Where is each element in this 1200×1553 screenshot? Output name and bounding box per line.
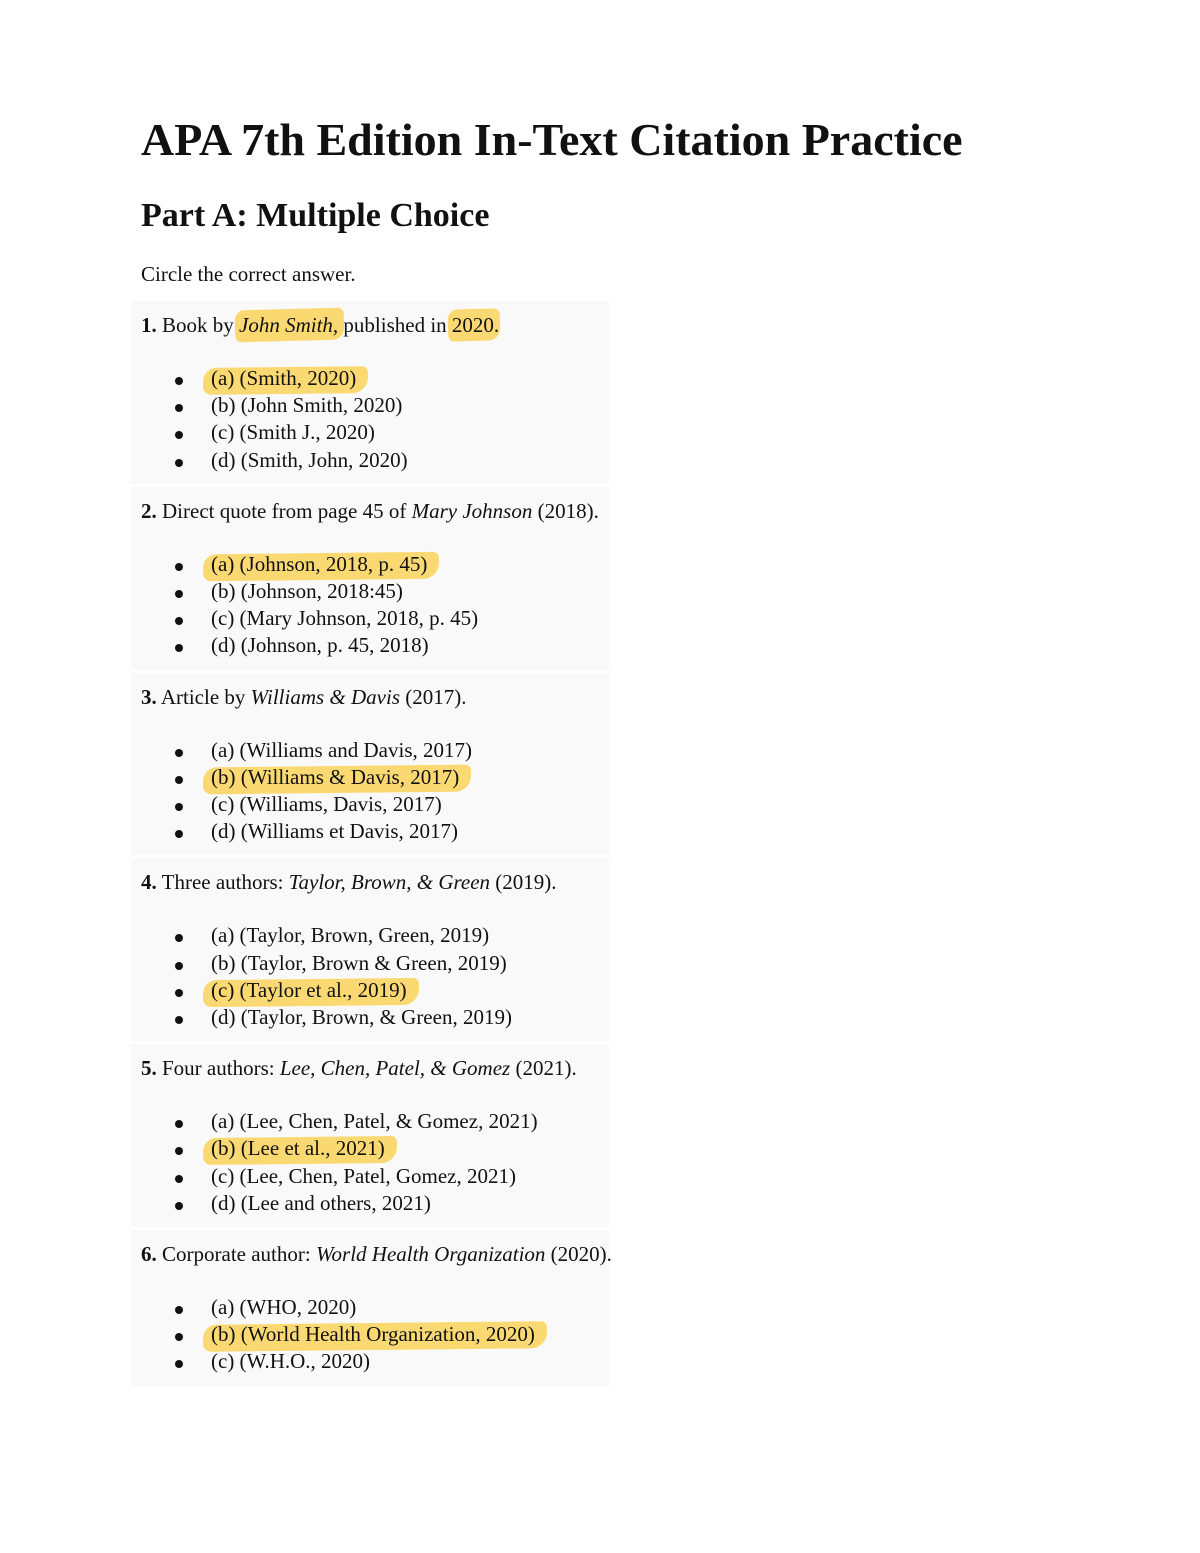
answer-option-text: (b) (Williams & Davis, 2017) bbox=[211, 764, 459, 791]
document-page bbox=[141, 108, 1121, 1376]
bullet-icon bbox=[175, 1016, 183, 1024]
question-number: 3. bbox=[141, 684, 157, 709]
answer-option[interactable] bbox=[141, 1348, 1121, 1375]
answer-options bbox=[141, 551, 1121, 660]
answer-option-text: (d) (Smith, John, 2020) bbox=[211, 447, 408, 472]
answer-option-text: (b) (World Health Organization, 2020) bbox=[211, 1321, 535, 1348]
question-author: Lee, Chen, Patel, & Gomez bbox=[279, 1056, 511, 1081]
question-author: John Smith, bbox=[239, 313, 339, 337]
answer-option[interactable] bbox=[141, 977, 1121, 1004]
question-author: Williams & Davis bbox=[250, 684, 400, 709]
question-prompt bbox=[141, 497, 1121, 525]
answer-option[interactable] bbox=[141, 1321, 1121, 1348]
answer-option-text: (c) (W.H.O., 2020) bbox=[211, 1349, 371, 1374]
bullet-icon bbox=[175, 1333, 183, 1341]
bullet-icon bbox=[175, 1360, 183, 1368]
answer-option-text: (b) (Taylor, Brown & Green, 2019) bbox=[211, 950, 507, 975]
answer-option[interactable] bbox=[141, 1163, 1121, 1190]
answer-option[interactable] bbox=[141, 1004, 1121, 1031]
question-number: 5. bbox=[141, 1056, 157, 1081]
bullet-icon bbox=[175, 590, 183, 598]
question-number: 1. bbox=[141, 313, 157, 337]
answer-option-text: (d) (Lee and others, 2021) bbox=[211, 1190, 431, 1215]
answer-options bbox=[141, 365, 1121, 474]
answer-options bbox=[141, 1294, 1121, 1376]
bullet-icon bbox=[175, 989, 183, 997]
bullet-icon bbox=[175, 776, 183, 784]
question-text: Direct quote from page 45 of bbox=[156, 498, 412, 523]
question-text-end: . bbox=[493, 313, 500, 337]
answer-option[interactable] bbox=[141, 1108, 1121, 1135]
answer-option-text: (a) (WHO, 2020) bbox=[211, 1295, 357, 1320]
question-text-end: (2020). bbox=[545, 1242, 612, 1267]
answer-option[interactable] bbox=[141, 818, 1121, 845]
bullet-icon bbox=[175, 459, 183, 467]
answer-option[interactable] bbox=[141, 578, 1121, 605]
question-text-end: (2021). bbox=[510, 1056, 577, 1081]
bullet-icon bbox=[175, 934, 183, 942]
answer-option[interactable] bbox=[141, 1135, 1121, 1162]
question-text: Four authors: bbox=[156, 1056, 280, 1081]
answer-option-text: (d) (Johnson, p. 45, 2018) bbox=[211, 633, 429, 658]
answer-option-text: (c) (Smith J., 2020) bbox=[211, 420, 375, 445]
answer-option[interactable] bbox=[141, 1190, 1121, 1217]
question-text-mid: published in bbox=[338, 313, 452, 337]
answer-option-text: (d) (Williams et Davis, 2017) bbox=[211, 819, 459, 844]
question-text-end: (2018). bbox=[532, 498, 599, 523]
answer-option[interactable] bbox=[141, 1294, 1121, 1321]
bullet-icon bbox=[175, 803, 183, 811]
bullet-icon bbox=[175, 404, 183, 412]
bullet-icon bbox=[175, 830, 183, 838]
answer-option[interactable] bbox=[141, 922, 1121, 949]
answer-option[interactable] bbox=[141, 365, 1121, 392]
answer-option-text: (a) (Taylor, Brown, Green, 2019) bbox=[211, 923, 490, 948]
answer-option[interactable] bbox=[141, 419, 1121, 446]
question-block bbox=[141, 1240, 1121, 1376]
answer-option-text: (b) (Lee et al., 2021) bbox=[211, 1135, 385, 1162]
bullet-icon bbox=[175, 1306, 183, 1314]
question-block bbox=[141, 1054, 1121, 1217]
bullet-icon bbox=[175, 1175, 183, 1183]
question-prompt bbox=[141, 868, 1121, 896]
answer-option-text: (b) (John Smith, 2020) bbox=[211, 393, 403, 418]
question-prompt bbox=[141, 1054, 1121, 1082]
answer-options bbox=[141, 1108, 1121, 1217]
answer-option-text: (d) (Taylor, Brown, & Green, 2019) bbox=[211, 1005, 512, 1030]
answer-options bbox=[141, 737, 1121, 846]
answer-option-text: (a) (Johnson, 2018, p. 45) bbox=[211, 551, 427, 578]
answer-option-text: (a) (Williams and Davis, 2017) bbox=[211, 737, 473, 762]
question-text: Three authors: bbox=[156, 870, 289, 895]
question-text-end: (2019). bbox=[490, 870, 557, 895]
answer-option[interactable] bbox=[141, 950, 1121, 977]
answer-option-text: (a) (Lee, Chen, Patel, & Gomez, 2021) bbox=[211, 1109, 538, 1134]
answer-option[interactable] bbox=[141, 737, 1121, 764]
bullet-icon bbox=[175, 749, 183, 757]
question-text: Article by bbox=[156, 684, 251, 709]
answer-option[interactable] bbox=[141, 605, 1121, 632]
bullet-icon bbox=[175, 1147, 183, 1155]
question-prompt bbox=[141, 311, 1121, 339]
question-block bbox=[141, 311, 1121, 474]
question-author: World Health Organization bbox=[315, 1242, 546, 1267]
question-text: Corporate author: bbox=[156, 1242, 316, 1267]
answer-option[interactable] bbox=[141, 764, 1121, 791]
answer-option[interactable] bbox=[141, 791, 1121, 818]
page-title: APA 7th Edition In-Text Citation Practice bbox=[141, 114, 963, 165]
question-block bbox=[141, 868, 1121, 1031]
answer-option-text: (a) (Smith, 2020) bbox=[211, 365, 356, 392]
question-block bbox=[141, 497, 1121, 660]
answer-option-text: (c) (Mary Johnson, 2018, p. 45) bbox=[211, 606, 479, 631]
answer-option-text: (c) (Williams, Davis, 2017) bbox=[211, 792, 442, 817]
bullet-icon bbox=[175, 1120, 183, 1128]
answer-option[interactable] bbox=[141, 551, 1121, 578]
questions-list bbox=[141, 311, 1121, 1376]
question-year: 2020 bbox=[451, 313, 494, 337]
bullet-icon bbox=[175, 962, 183, 970]
question-number: 2. bbox=[141, 498, 157, 523]
question-number: 4. bbox=[141, 870, 157, 895]
bullet-icon bbox=[175, 1202, 183, 1210]
question-text: Book by bbox=[156, 313, 240, 337]
question-block bbox=[141, 683, 1121, 846]
question-prompt bbox=[141, 683, 1121, 711]
bullet-icon bbox=[175, 644, 183, 652]
answer-option-text: (c) (Lee, Chen, Patel, Gomez, 2021) bbox=[211, 1163, 516, 1188]
bullet-icon bbox=[175, 617, 183, 625]
answer-option[interactable] bbox=[141, 447, 1121, 474]
answer-option[interactable] bbox=[141, 392, 1121, 419]
question-author: Mary Johnson bbox=[411, 498, 533, 523]
question-text-end: (2017). bbox=[400, 684, 467, 709]
bullet-icon bbox=[175, 431, 183, 439]
instruction-text: Circle the correct answer. bbox=[141, 262, 356, 286]
answer-option[interactable] bbox=[141, 632, 1121, 659]
section-heading: Part A: Multiple Choice bbox=[141, 197, 490, 234]
question-author: Taylor, Brown, & Green bbox=[288, 870, 491, 895]
answer-options bbox=[141, 922, 1121, 1031]
question-prompt bbox=[141, 1240, 1121, 1268]
answer-option-text: (b) (Johnson, 2018:45) bbox=[211, 579, 403, 604]
bullet-icon bbox=[175, 377, 183, 385]
bullet-icon bbox=[175, 563, 183, 571]
answer-option-text: (c) (Taylor et al., 2019) bbox=[211, 977, 407, 1004]
question-number: 6. bbox=[141, 1242, 157, 1267]
